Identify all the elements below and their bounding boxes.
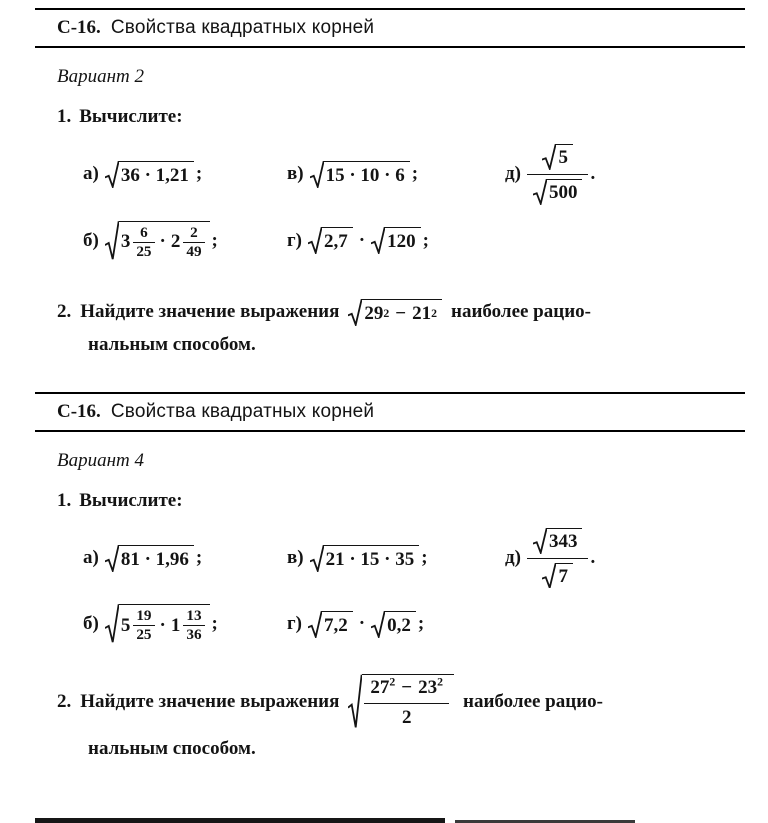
sqrt-expression <box>105 161 194 188</box>
radical-sign-icon <box>348 674 362 730</box>
sqrt-expression <box>533 179 583 205</box>
whole-part: 3 <box>120 231 131 253</box>
scan-artifact-bar <box>35 818 445 823</box>
sqrt-expression <box>348 299 442 326</box>
task2-number: 2. <box>57 691 72 713</box>
item-b <box>83 221 287 261</box>
fraction <box>183 225 204 260</box>
radical-sign-icon <box>310 161 324 188</box>
punctuation: ; <box>195 547 203 569</box>
task2-text-after: наиболее рацио- <box>463 691 603 713</box>
task1-row-1 <box>35 528 745 589</box>
item-a-label: а) <box>83 163 99 185</box>
radicand <box>119 221 210 261</box>
radical-sign-icon <box>105 604 119 644</box>
radical-sign-icon <box>308 227 322 254</box>
fraction <box>364 678 449 729</box>
fraction-denominator: 25 <box>136 626 152 644</box>
item-g-label: г) <box>287 613 302 635</box>
item-v-label: в) <box>287 163 304 185</box>
item-a <box>83 161 287 188</box>
item-b-label: б) <box>83 613 99 635</box>
radical-sign-icon <box>542 563 556 589</box>
task2 <box>35 674 745 730</box>
item-d-label: д) <box>505 163 521 185</box>
mixed-number <box>171 608 205 643</box>
item-d-label: д) <box>505 547 521 569</box>
radical-sign-icon <box>533 528 547 554</box>
radical-sign-icon <box>105 221 119 261</box>
radicand: 343 <box>547 528 583 554</box>
fraction <box>527 144 589 205</box>
radicand: 500 <box>547 179 583 205</box>
sqrt-expression <box>105 221 210 261</box>
section-title: Свойства квадратных корней <box>110 400 375 422</box>
punctuation: ; <box>422 229 429 251</box>
radical-sign-icon <box>348 299 362 326</box>
item-a-label: а) <box>83 547 99 569</box>
radical-sign-icon <box>310 545 324 572</box>
radicand: 120 <box>385 227 421 254</box>
punctuation: ; <box>211 613 218 635</box>
fraction-denominator: 2 <box>401 707 412 729</box>
multiply-dot: · <box>159 231 166 253</box>
fraction-denominator: 49 <box>186 242 202 260</box>
sqrt-expression <box>371 611 416 638</box>
task2-number: 2. <box>57 301 72 323</box>
fraction-numerator: 6 <box>133 225 154 243</box>
multiply-dot: · <box>159 614 166 636</box>
section-code: С-16. <box>57 17 101 38</box>
section-title: Свойства квадратных корней <box>110 17 375 38</box>
task1-title: Вычислите: <box>79 106 183 127</box>
minus-operator: − <box>401 677 413 699</box>
item-d <box>505 144 595 205</box>
sqrt-expression <box>542 563 573 589</box>
item-v <box>287 161 505 188</box>
task1-number: 1. <box>57 106 72 127</box>
task2-line2: нальным способом. <box>88 738 256 760</box>
radicand: 21 · 15 · 35 <box>324 545 420 572</box>
item-d <box>505 528 595 589</box>
sqrt-expression <box>348 674 454 730</box>
item-v <box>287 545 505 572</box>
exponent: 2 <box>437 676 444 690</box>
page-content <box>0 8 768 760</box>
radicand: 5 <box>556 144 573 170</box>
radicand: 7 <box>556 563 573 589</box>
item-b-label: б) <box>83 229 99 251</box>
sqrt-expression <box>310 161 410 188</box>
item-g <box>287 227 429 254</box>
fraction-numerator <box>527 528 589 559</box>
punctuation: ; <box>417 613 425 635</box>
sqrt-expression <box>105 604 210 644</box>
section-header <box>35 394 745 430</box>
multiply-dot: · <box>358 613 366 635</box>
whole-part: 5 <box>120 614 131 636</box>
fraction-denominator: 25 <box>136 242 152 260</box>
fraction-numerator: 2 <box>183 225 204 243</box>
mixed-number <box>171 225 205 260</box>
task2-text-after: наиболее рацио- <box>451 301 591 323</box>
radicand: 2,7 <box>322 227 353 254</box>
radicand: 15 · 10 · 6 <box>324 161 410 188</box>
radicand: 0,2 <box>385 611 416 638</box>
radical-sign-icon <box>371 227 385 254</box>
fraction-denominator <box>527 559 589 589</box>
task1-title: Вычислите: <box>79 489 183 511</box>
radicand <box>362 674 454 730</box>
task1-row-1 <box>35 144 745 205</box>
radical-sign-icon <box>105 161 119 188</box>
item-a <box>83 545 287 572</box>
section-code: С-16. <box>57 400 101 422</box>
sqrt-expression <box>105 545 194 572</box>
item-g-label: г) <box>287 229 302 251</box>
task2-text-before: Найдите значение выражения <box>80 301 340 323</box>
minus-operator: − <box>395 302 407 324</box>
fraction-denominator <box>527 175 589 205</box>
base: 23 <box>418 677 438 699</box>
sqrt-expression <box>308 227 353 254</box>
punctuation: . <box>590 163 596 185</box>
item-g <box>287 611 424 638</box>
task1-row-2 <box>35 221 745 261</box>
fraction <box>133 225 154 260</box>
sqrt-expression <box>310 545 420 572</box>
section-header <box>35 10 745 46</box>
punctuation: ; <box>421 547 428 569</box>
task1-heading <box>35 106 745 128</box>
fraction-denominator: 36 <box>186 626 202 644</box>
sqrt-expression <box>308 611 353 638</box>
radical-sign-icon <box>308 611 322 638</box>
task2-text-before: Найдите значение выражения <box>80 691 340 713</box>
radicand: 81 · 1,96 <box>119 545 194 572</box>
whole-part: 1 <box>170 614 181 636</box>
header-rule <box>35 430 745 432</box>
fraction <box>527 528 589 589</box>
mixed-number <box>121 608 155 643</box>
radicand <box>119 604 210 644</box>
base: 29 <box>364 302 384 324</box>
punctuation: ; <box>211 229 218 251</box>
mixed-number <box>121 225 155 260</box>
item-b <box>83 604 287 644</box>
punctuation: . <box>590 547 596 569</box>
radical-sign-icon <box>542 144 556 170</box>
task2-line2: нальным способом. <box>88 333 256 355</box>
fraction-numerator <box>527 144 589 175</box>
section-variant-2 <box>35 8 745 356</box>
fraction <box>133 608 154 643</box>
header-rule <box>35 46 745 48</box>
whole-part: 2 <box>170 231 181 253</box>
radicand: 36 · 1,21 <box>119 161 194 188</box>
base: 27 <box>370 677 390 699</box>
radical-sign-icon <box>533 179 547 205</box>
fraction-numerator: 19 <box>133 608 154 626</box>
sqrt-expression <box>542 144 573 170</box>
fraction-numerator: 13 <box>183 608 204 626</box>
fraction <box>183 608 204 643</box>
radicand: 29 2 − 21 2 <box>362 299 442 326</box>
task2 <box>35 299 745 326</box>
task1-row-2 <box>35 604 745 644</box>
sqrt-expression <box>533 528 583 554</box>
punctuation: ; <box>411 163 419 185</box>
task1-number: 1. <box>57 489 72 511</box>
exponent: 2 <box>389 676 396 690</box>
multiply-dot: · <box>358 229 366 251</box>
radical-sign-icon <box>371 611 385 638</box>
fraction-numerator <box>364 678 449 704</box>
radical-sign-icon <box>105 545 119 572</box>
sqrt-expression <box>371 227 421 254</box>
task1-heading <box>35 490 745 512</box>
base: 21 <box>412 302 432 324</box>
item-v-label: в) <box>287 547 304 569</box>
section-variant-4 <box>35 392 745 760</box>
radicand: 7,2 <box>322 611 353 638</box>
punctuation: ; <box>195 163 203 185</box>
variant-label: Вариант 2 <box>57 66 145 87</box>
variant-label: Вариант 4 <box>57 449 145 471</box>
